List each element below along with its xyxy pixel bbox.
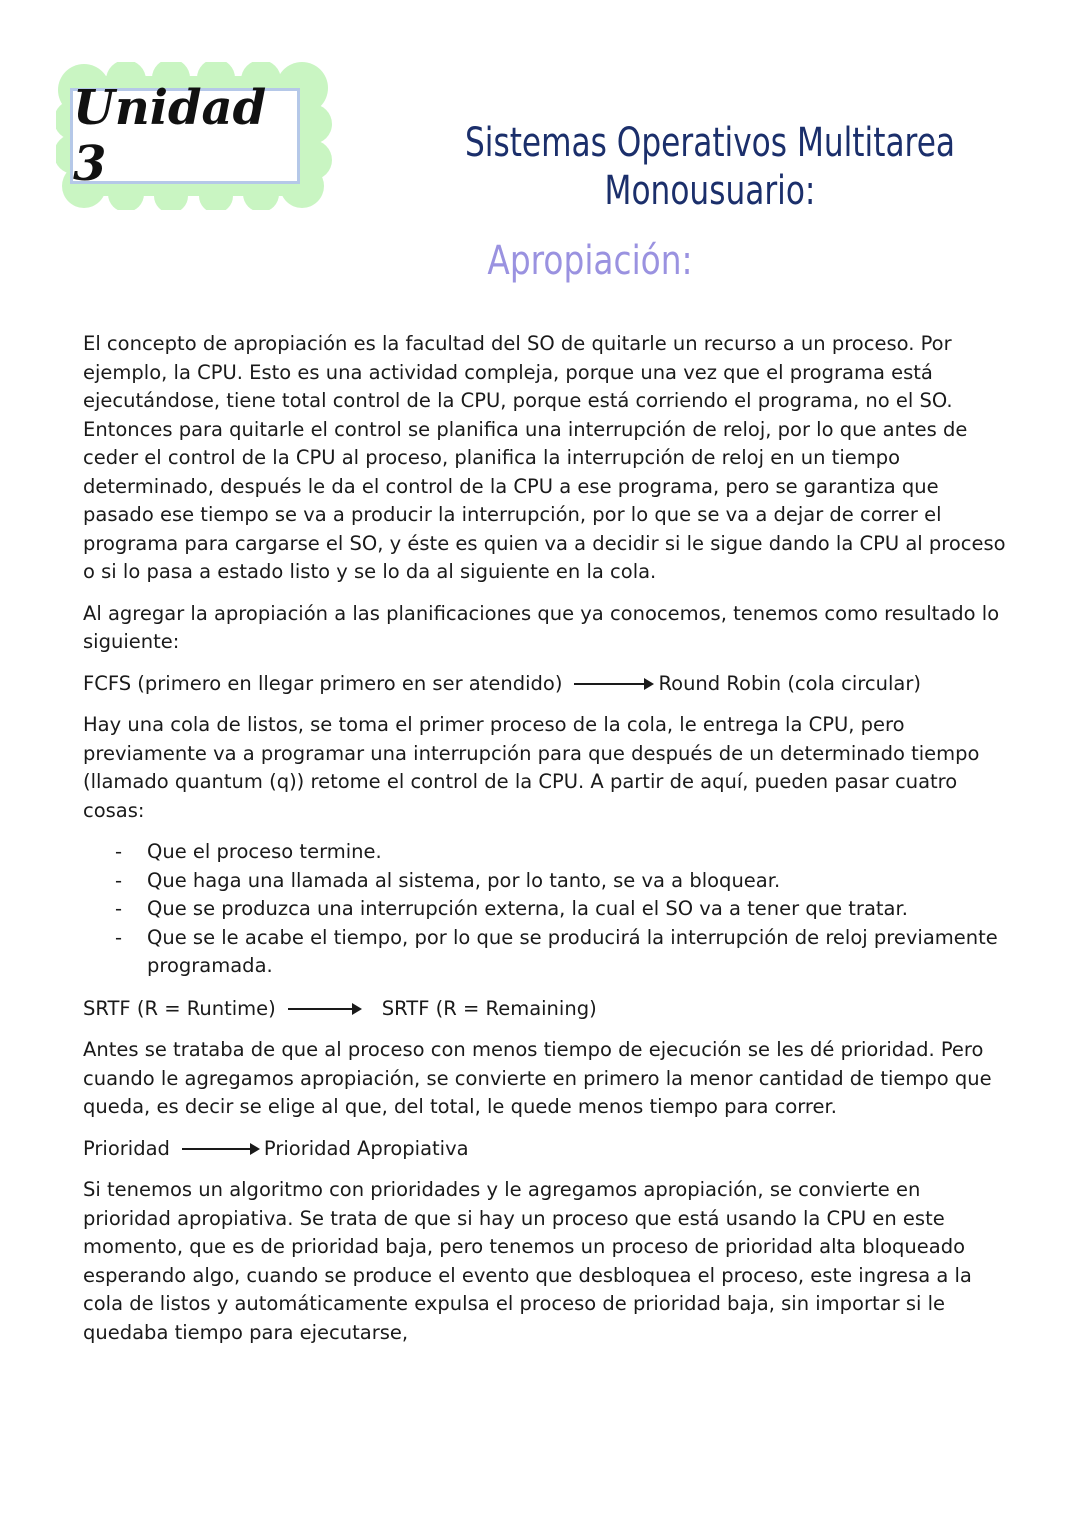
row1-right: Round Robin (cola circular) — [658, 671, 921, 695]
body-text — [83, 330, 1013, 1360]
title-line-1: Sistemas Operativos Multitarea — [464, 119, 956, 166]
paragraph-1: El concepto de apropiación es la facultad del SO de quitarle un recurso a un proceso. Por ejemplo, la CPU. Esto es una actividad compleja, porque una vez que el programa está ejecutándose, tiene total control de la CPU, porque está corriendo el programa, no el SO. Entonces para quitarle el control se planifica una interrupción de reloj, por lo que antes de ceder el control de la CPU al proceso, planifica la interrupción de reloj en un tiempo determinado, después le da el control de la CPU a ese programa, pero se garantiza que pasado ese tiempo se va a producir la interrupción, por lo que se va a dejar de correr el programa para cargarse el SO, y éste es quien va a decidir si le sigue dando la CPU al proceso o si lo pasa a estado listo y se lo da al siguiente en la cola. — [83, 332, 1006, 583]
bullet-list — [115, 838, 1013, 981]
unit-title: Unidad 3 — [73, 80, 267, 192]
list-item: - Que el proceso termine. — [115, 838, 1013, 867]
list-item: - Que se produzca una interrupción externa, la cual el SO va a tener que tratar. — [115, 895, 1013, 924]
list-item: - Que se le acabe el tiempo, por lo que se producirá la interrupción de reloj previamente programada. — [115, 924, 1013, 981]
paragraph-3: Hay una cola de listos, se toma el primer proceso de la cola, le entrega la CPU, pero previamente va a programar una interrupción para que después de un determinado tiempo (llamado quantum (q)) retome el control de la CPU. A partir de aquí, pueden pasar cuatro cosas: — [83, 713, 980, 822]
row1-left: FCFS (primero en llegar primero en ser atendido) — [83, 671, 563, 695]
row3-left: Prioridad — [83, 1136, 170, 1160]
title-line-2: Monousuario: — [604, 167, 816, 214]
transformation-row-2 — [83, 995, 1013, 1024]
right-arrow-icon — [288, 1008, 360, 1010]
right-arrow-icon — [574, 683, 652, 685]
page-title — [453, 119, 968, 215]
list-item: - Que haga una llamada al sistema, por lo tanto, se va a bloquear. — [115, 867, 1013, 896]
row2-left: SRTF (R = Runtime) — [83, 996, 276, 1020]
row2-right: SRTF (R = Remaining) — [381, 996, 597, 1020]
transformation-row-3 — [83, 1135, 1013, 1164]
paragraph-2: Al agregar la apropiación a las planificaciones que ya conocemos, tenemos como resultado lo siguiente: — [83, 601, 1000, 653]
paragraph-4: Antes se trataba de que al proceso con menos tiempo de ejecución se les dé prioridad. Pero cuando le agregamos apropiación, se convierte en primero la menor cantidad de tiempo que queda, es decir se elige al que, del total, le quede menos tiempo para correr. — [83, 1038, 992, 1118]
row3-right: Prioridad Apropiativa — [263, 1136, 469, 1160]
transformation-row-1 — [83, 670, 1013, 699]
badge-box — [70, 80, 300, 192]
section-heading: Apropiación: — [487, 238, 693, 284]
unit-badge — [56, 62, 332, 210]
paragraph-5: Si tenemos un algoritmo con prioridades y le agregamos apropiación, se convierte en prioridad apropiativa. Se trata de que si hay un proceso que está usando la CPU en este momento, que es de prioridad baja, pero tenemos un proceso de prioridad alta bloqueado esperando algo, cuando se produce el evento que desbloquea el proceso, este ingresa a la cola de listos y automáticamente expulsa el proceso de prioridad baja, sin importar si le quedaba tiempo para ejecutarse, — [83, 1178, 972, 1344]
right-arrow-icon — [182, 1148, 258, 1150]
